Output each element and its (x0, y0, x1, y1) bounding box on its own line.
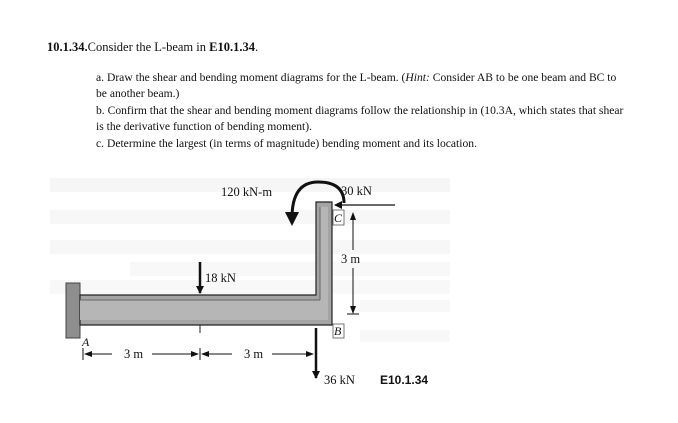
ghost-band-3 (50, 240, 450, 254)
ghost-band-4 (130, 262, 450, 276)
moment-label: 120 kN-m (221, 185, 273, 199)
dim-right-label: 3 m (244, 347, 264, 361)
part-a-text: a. Draw the shear and bending moment diagrams for the L-beam. ( (96, 71, 406, 84)
problem-number: 10.1.34. (47, 40, 88, 54)
dim-left-label: 3 m (124, 347, 144, 361)
ghost-band-5 (50, 280, 450, 294)
point-b-label: B (334, 324, 342, 338)
force-b-label: 36 kN (324, 373, 355, 387)
force-c-label: 30 kN (341, 184, 372, 198)
figure-reference: E10.1.34 (209, 40, 255, 54)
beam-vertical-shade (320, 207, 328, 320)
part-a-hint-label: Hint: (405, 71, 430, 84)
point-a-label: A (82, 335, 90, 349)
ghost-band-6 (360, 300, 450, 312)
fixed-wall-support (66, 283, 80, 338)
problem-intro: Consider the L-beam in (87, 40, 210, 54)
heading-period: . (254, 40, 259, 54)
ghost-band-2 (50, 210, 450, 224)
beam-horizontal-shade (80, 300, 324, 320)
part-c: c. Determine the largest (in terms of magnitude) bending moment and its location. (96, 136, 477, 150)
part-a-hint-text: Consider AB to be one beam and BC to be another beam.) (96, 71, 617, 101)
part-b: b. Confirm that the shear and bending moment diagrams follow the relationship in (10.3A, which states that shear is the derivative function of bending moment). (96, 103, 624, 134)
figure-id-label: E10.1.34 (380, 373, 429, 387)
ghost-band-7 (360, 330, 450, 342)
point-c-label: C (334, 211, 343, 225)
force-mid-label: 18 kN (205, 271, 236, 285)
dim-vertical-label: 3 m (341, 252, 361, 266)
